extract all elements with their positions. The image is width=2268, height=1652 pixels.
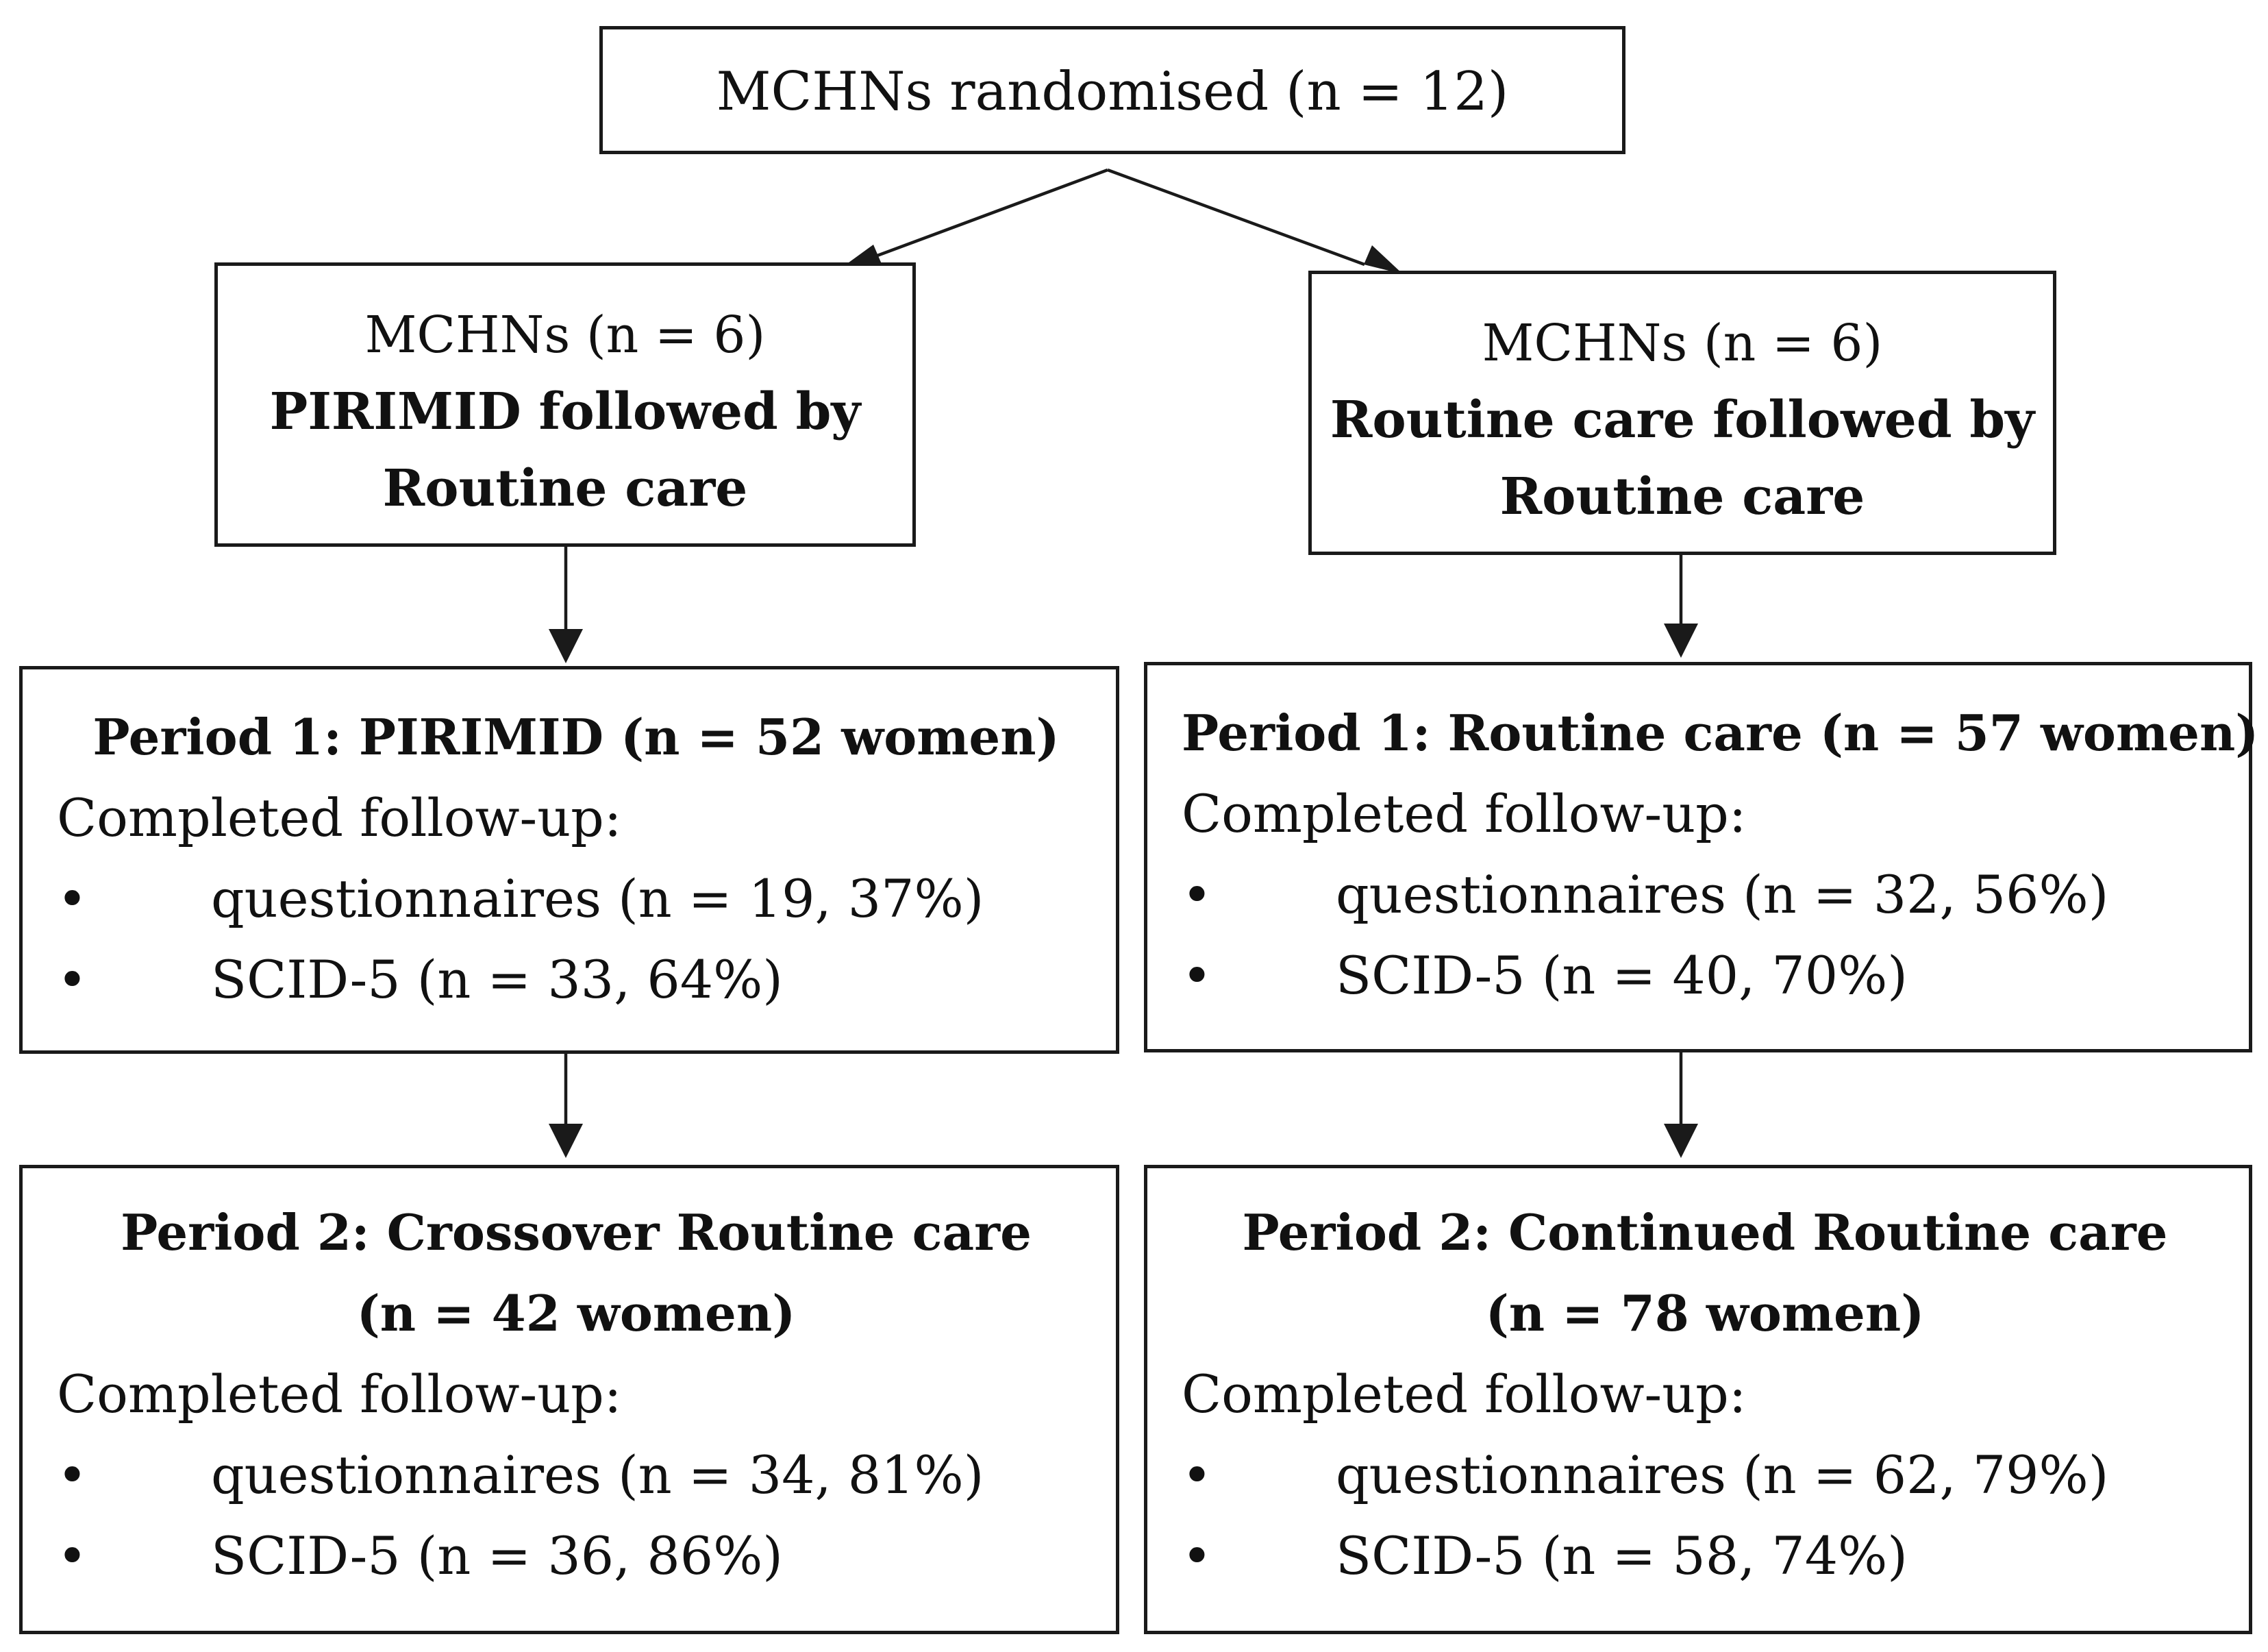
period1-right-heading: Period 1: Routine care (n = 57 women) xyxy=(1182,704,2259,762)
period1-left-heading: Period 1: PIRIMID (n = 52 women) xyxy=(92,708,1060,766)
period2-left-label: Completed follow-up: xyxy=(57,1364,622,1425)
arrowhead-right-period1 xyxy=(1664,624,1698,658)
period2-box-right xyxy=(1144,1165,2252,1634)
period1-box-left xyxy=(19,666,1119,1054)
randomised-box xyxy=(599,26,1625,154)
arm-box-left xyxy=(214,262,916,547)
arm-count-left: MCHNs (n = 6) xyxy=(364,306,766,365)
arrowhead-left-period1 xyxy=(549,629,583,663)
period2-left-heading-line2: (n = 42 women) xyxy=(356,1284,796,1342)
split-arrow-left xyxy=(864,170,1108,260)
period1-right-label: Completed follow-up: xyxy=(1182,783,1747,844)
arm-title-left-line2: Routine care xyxy=(382,459,748,518)
period1-box-right xyxy=(1144,662,2259,1052)
period2-box-left xyxy=(19,1165,1119,1634)
randomised-text: MCHNs randomised (n = 12) xyxy=(716,61,1509,123)
period1-left-bullet-scid5: • SCID-5 (n = 33, 64%) xyxy=(57,939,1095,1020)
period2-left-heading-line1: Period 2: Crossover Routine care xyxy=(121,1203,1032,1261)
period2-right-heading-line1: Period 2: Continued Routine care xyxy=(1242,1203,2168,1261)
period2-right-heading-line2: (n = 78 women) xyxy=(1485,1284,1925,1342)
arm-count-right: MCHNs (n = 6) xyxy=(1482,314,1883,373)
period2-right-label: Completed follow-up: xyxy=(1182,1364,1747,1425)
period1-right-bullet-scid5: • SCID-5 (n = 40, 70%) xyxy=(1182,935,2228,1016)
period1-right-bullet-questionnaires: • questionnaires (n = 32, 56%) xyxy=(1182,854,2228,935)
arm-box-right xyxy=(1308,271,2056,555)
arm-title-left-line1: PIRIMID followed by xyxy=(269,382,861,441)
arrowhead-right-period2 xyxy=(1664,1124,1698,1158)
arm-title-right-line2: Routine care xyxy=(1499,467,1865,526)
period2-left-bullet-questionnaires: • questionnaires (n = 34, 81%) xyxy=(57,1435,1095,1516)
period1-left-bullet-questionnaires: • questionnaires (n = 19, 37%) xyxy=(57,859,1095,939)
arrowhead-left-period2 xyxy=(549,1124,583,1158)
period2-right-bullet-questionnaires: • questionnaires (n = 62, 79%) xyxy=(1182,1435,2228,1516)
period2-right-bullet-scid5: • SCID-5 (n = 58, 74%) xyxy=(1182,1516,2228,1596)
arrowhead-split-right xyxy=(1364,245,1403,274)
split-arrow-right xyxy=(1108,170,1364,264)
arm-title-right-line1: Routine care followed by xyxy=(1330,391,2035,449)
period1-left-label: Completed follow-up: xyxy=(57,787,622,848)
period2-left-bullet-scid5: • SCID-5 (n = 36, 86%) xyxy=(57,1516,1095,1596)
